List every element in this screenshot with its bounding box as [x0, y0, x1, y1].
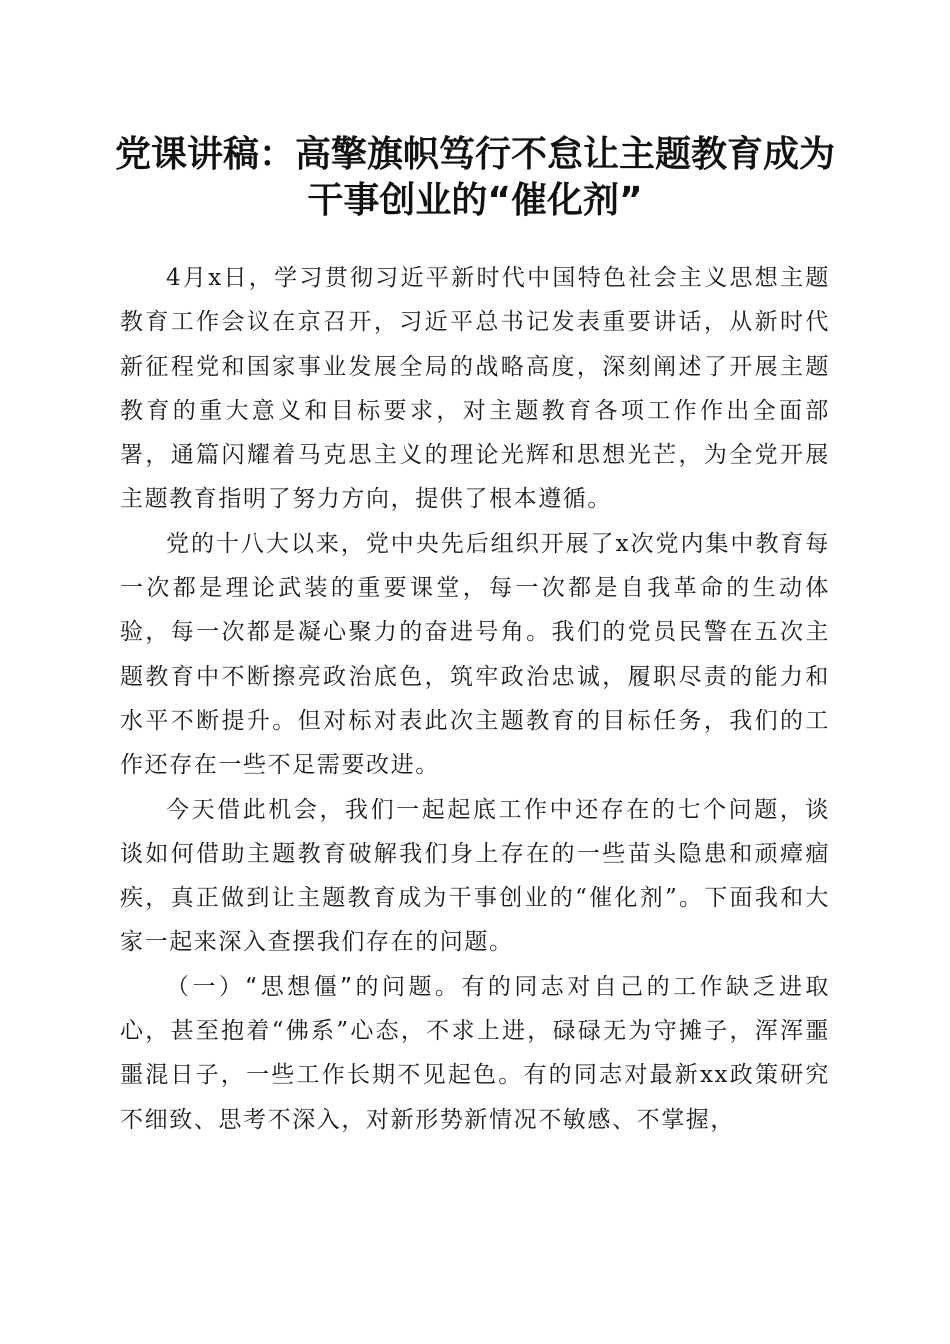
paragraph-1: 4月x日，学习贯彻习近平新时代中国特色社会主义思想主题教育工作会议在京召开，习近平总书记发表重要讲话，从新时代新征程党和国家事业发展全局的战略高度，深刻阐述了开展主题教育的重大意义和目标要求，对主题教育各项工作作出全面部署，通篇闪耀着马克思主义的理论光辉和思想光芒，为全党开展主题教育指明了努力方向，提供了根本遵循。	[120, 265, 830, 513]
paragraph-2: 党的十八大以来，党中央先后组织开展了x次党内集中教育每一次都是理论武装的重要课堂，每一次都是自我革命的生动体验，每一次都是凝心聚力的奋进号角。我们的党员民警在五次主题教育中不断擦亮政治底色，筑牢政治忠诚，履职尽责的能力和水平不断提升。但对标对表此次主题教育的目标任务，我们的工作还存在一些不足需要改进。	[120, 530, 830, 779]
paragraph-3: 今天借此机会，我们一起起底工作中还存在的七个问题，谈谈如何借助主题教育破解我们身上存在的一些苗头隐患和顽瘴痼疾，真正做到让主题教育成为干事创业的“催化剂”。下面我和大家一起来深入查摆我们存在的问题。	[120, 796, 830, 956]
section-1-text: 有的同志对自己的工作缺乏进取心，甚至抱着“佛系”心态，不求上进，碌碌无为守摊子，浑浑噩噩混日子，一些工作长期不见起色。有的同志对最新xx政策研究不细致、思考不深入，对新形势新情况不敏感、不掌握，	[120, 973, 831, 1133]
document-body	[120, 256, 830, 1142]
title-line-1: 党课讲稿：高擎旗帜笃行不怠让主题教育成为	[114, 134, 835, 175]
section-1-paragraph	[120, 965, 830, 1142]
title-line-2: 干事创业的“催化剂”	[307, 180, 643, 221]
section-1-heading: （一）“思想僵”的问题。	[166, 973, 462, 1000]
document-title	[100, 132, 850, 224]
